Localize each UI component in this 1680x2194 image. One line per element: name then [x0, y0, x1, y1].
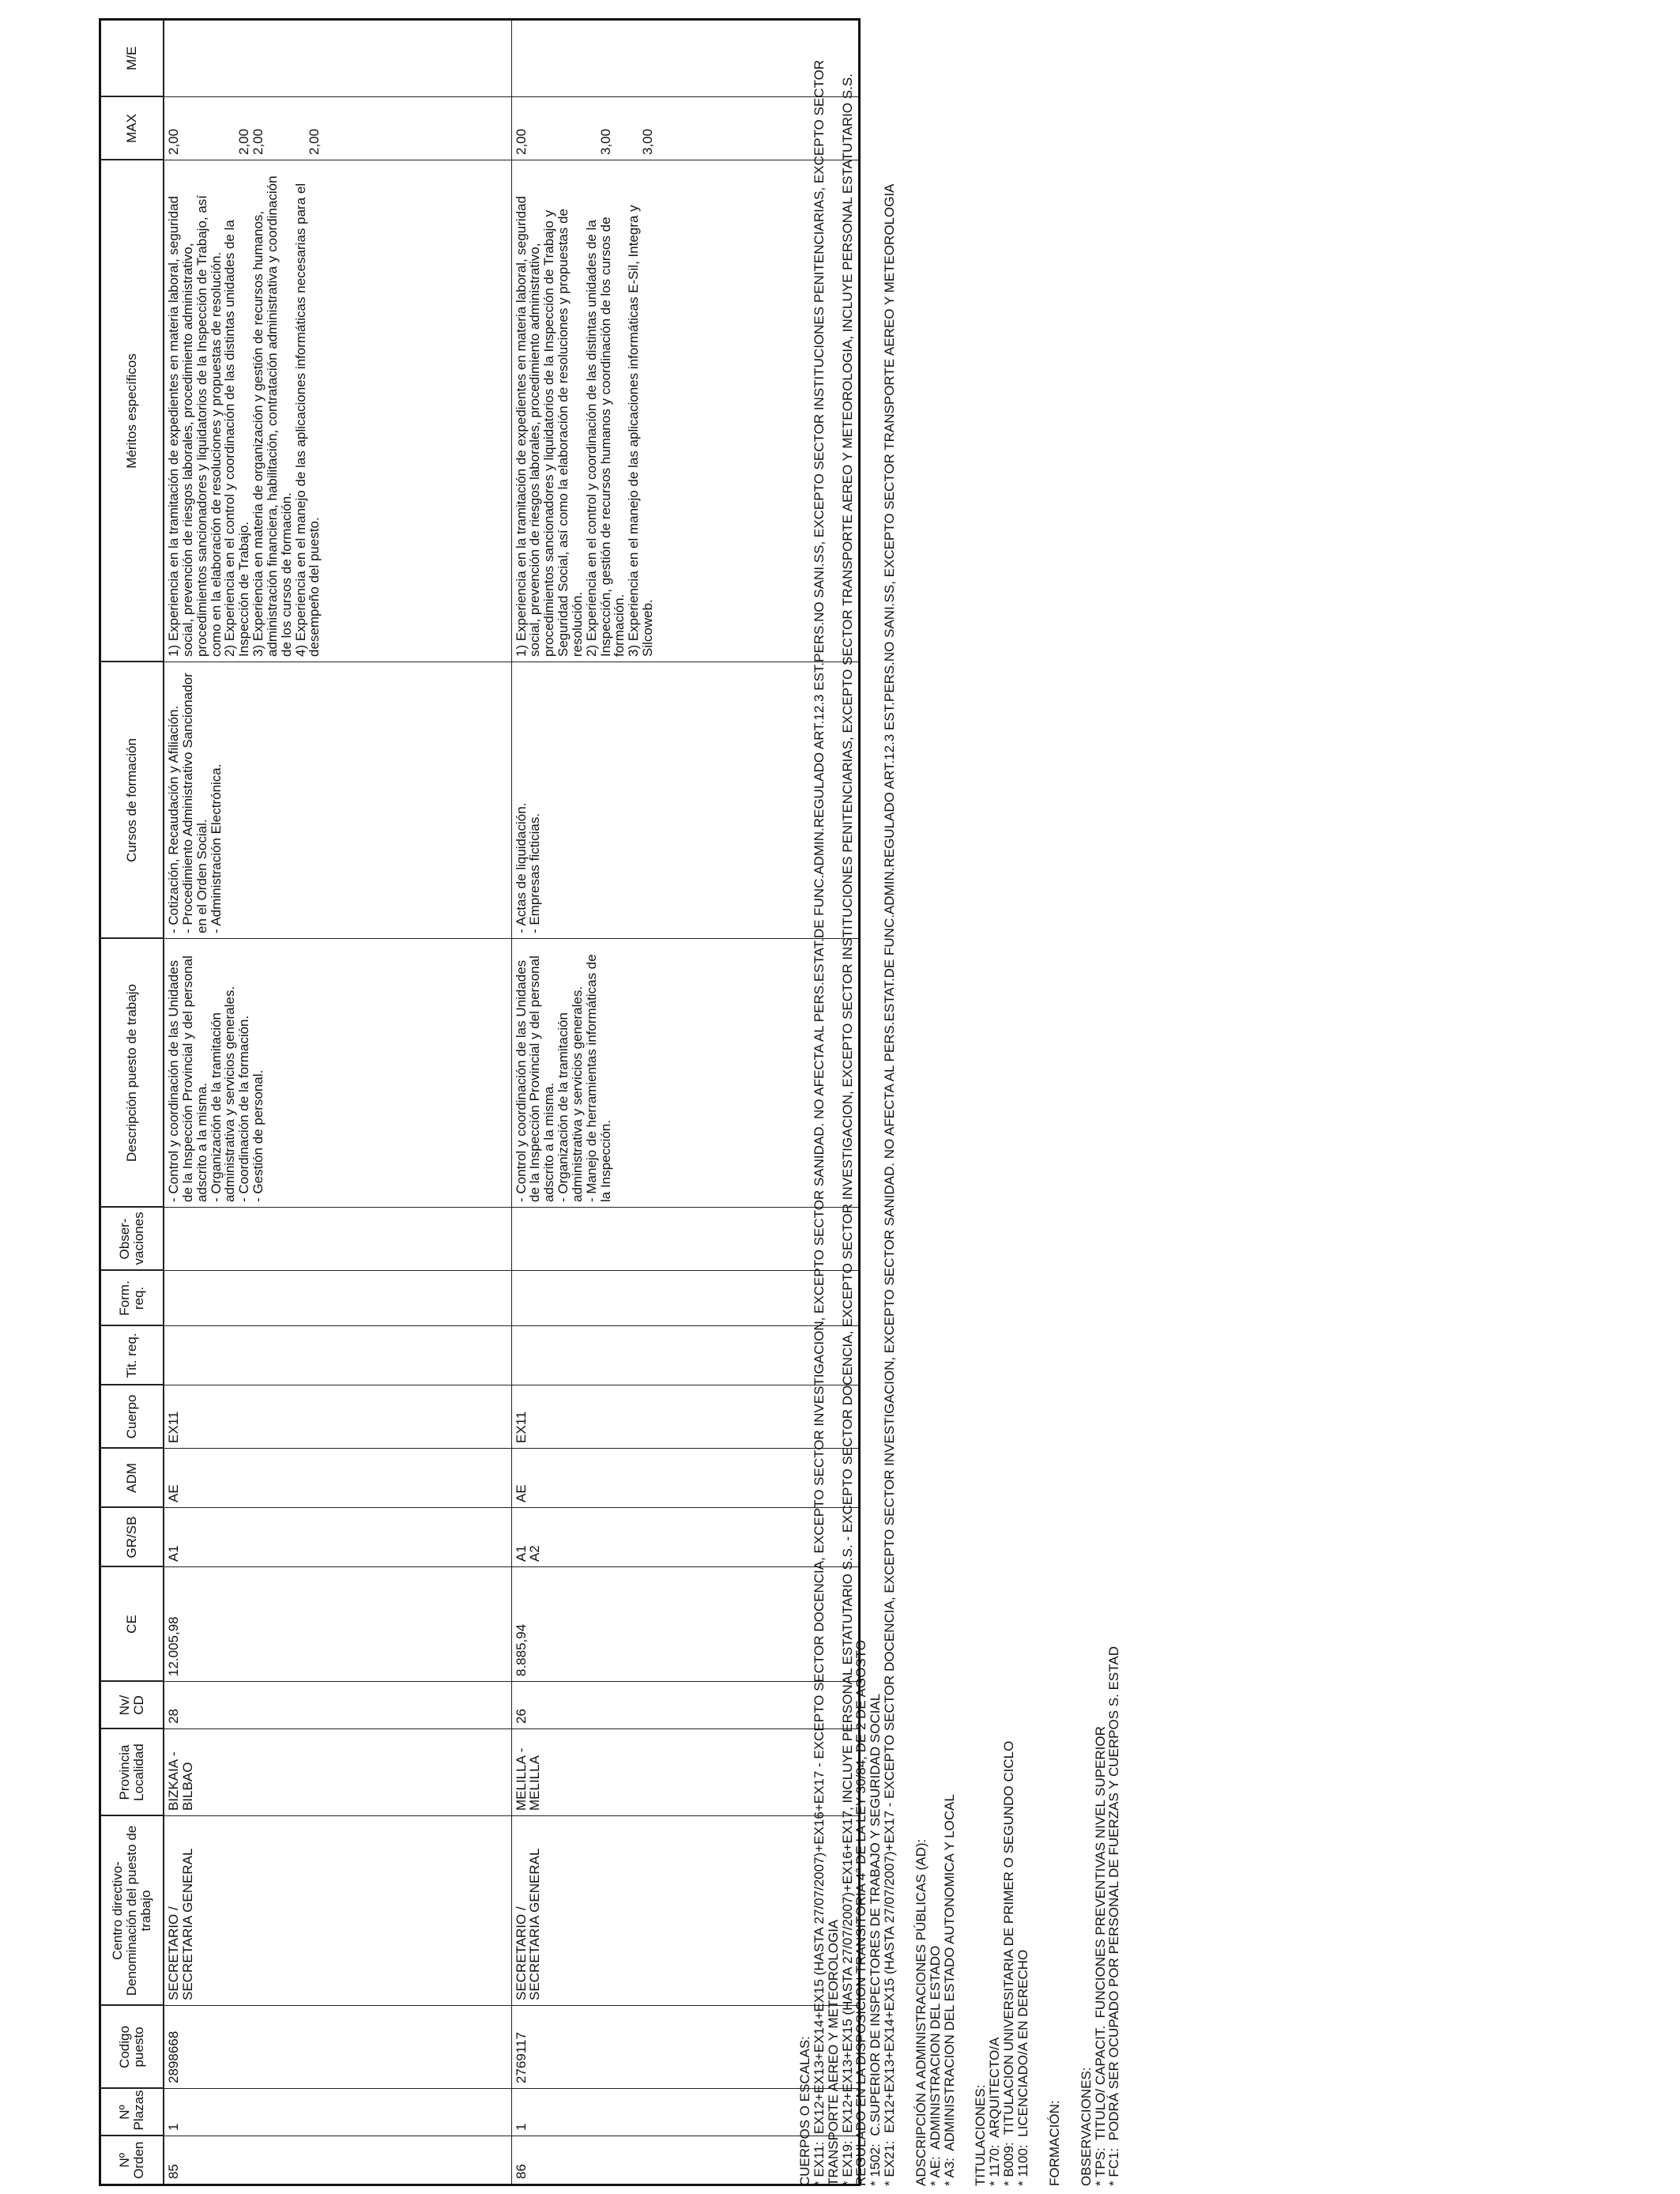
- cuerpos-heading: CUERPOS O ESCALAS:: [797, 2036, 812, 2186]
- cell-adm: AE: [511, 1449, 859, 1508]
- header-max: MAX: [100, 97, 164, 160]
- cell-max: 2,00 2,00 2,00 2,00: [164, 97, 511, 160]
- cell-cuerpo: EX11: [511, 1385, 859, 1449]
- cell-plazas: 1: [164, 2089, 511, 2136]
- observaciones-item: * FC1: PODRÁ SER OCUPADO POR PERSONAL DE FUERZAS Y CUERPOS S. ESTAD: [1106, 1646, 1122, 2186]
- titulaciones-item: * 1170: ARQUITECTO/A: [987, 2037, 1003, 2186]
- header-form: Form. req.: [100, 1271, 164, 1326]
- cell-provincia: MELILLA - MELILLA: [511, 1729, 859, 1816]
- cell-centro-text: SECRETARIO / SECRETARIA GENERAL: [166, 1848, 195, 2000]
- cell-cuerpo: EX11: [164, 1385, 511, 1449]
- header-tit: Tit. req.: [100, 1326, 164, 1385]
- header-orden: Nº Orden: [100, 2136, 164, 2185]
- cell-nv: 26: [511, 1682, 859, 1729]
- observaciones-heading: OBSERVACIONES:: [1078, 2067, 1094, 2186]
- cell-gr: A1: [164, 1508, 511, 1567]
- cell-cursos: - Actas de liquidación. - Empresas ficticias.: [511, 662, 859, 939]
- header-descripcion: Descripción puesto de trabajo: [100, 939, 164, 1208]
- header-obs: Obser- vaciones: [100, 1208, 164, 1271]
- header-cuerpo: Cuerpo: [100, 1385, 164, 1449]
- cuerpos-item: * EX21: EX12+EX13+EX14+EX15 (HASTA 27/07/2007)+EX17 - EXCEPTO SECTOR DOCENCIA, EXCEPTO SECTOR INVESTIGACION, EXCEPTO SECTOR SANIDAD. NO AFECTA AL PERS.ESTAT.DE FUNC.ADMIN.REGULADO ART.12.3 EST.PERS.NO SANI.SS, EXCEPTO SECTOR TRANSPORTE AEREO Y METEOROLOGIA: [882, 183, 898, 2186]
- cell-ce: 8.885,94: [511, 1567, 859, 1682]
- cell-orden: 85: [164, 2136, 511, 2185]
- formacion-heading: FORMACIÓN:: [1046, 2100, 1062, 2186]
- cell-obs: [164, 1208, 511, 1271]
- cell-centro: [164, 1816, 511, 2006]
- titulaciones-item: * 1100: LICENCIADO/A EN DERECHO: [1015, 1949, 1030, 2186]
- header-cursos: Cursos de formación: [100, 662, 164, 939]
- positions-table: [99, 18, 861, 2186]
- cell-form: [164, 1271, 511, 1326]
- table-row: [164, 20, 511, 2185]
- header-plazas: Nº Plazas: [100, 2089, 164, 2136]
- cuerpos-item: * EX11: EX12+EX13+EX14+EX15 (HASTA 27/07/2007)+EX16+EX17 - EXCEPTO SECTOR DOCENCIA, EXCEPTO SECTOR INVESTIGACION, EXCEPTO SECTOR SANIDAD. NO AFECTA AL PERS.ESTAT.DE FUNC.ADMIN.REGULADO ART.12.3 EST.PERS.NO SANI.SS, EXCEPTO SECTOR INSTITUCIONES PENITENCIARIAS, EXCEPTO SECTOR TRANSPORTE AEREO Y METEOROLOGIA: [811, 56, 841, 2186]
- cell-ce: 12.005,98: [164, 1567, 511, 1682]
- adscripcion-item: * AE: ADMINISTRACION DEL ESTADO: [927, 1945, 943, 2186]
- footnotes: [798, 21, 1121, 2186]
- cuerpos-item: * EX19: EX12+EX13+EX15 (HASTA 27/07/2007)+EX16+EX17, INCLUYE PERSONAL ESTATUTARIO S.S. - EXCEPTO SECTOR DOCENCIA, EXCEPTO SECTOR INVESTIGACION, EXCEPTO SECTOR INSTITUCIONES PENITENCIARIAS, EXCEPTO SECTOR TRANSPORTE AEREO Y METEOROLOGIA, INCLUYE PERSONAL ESTATUTARIO S.S. REGULADO EN LA DISPOSICION TRANSITORIA 4ª DE LA LEY 30/84, DE 2 DE AGOSTO: [839, 70, 869, 2186]
- header-adm: ADM: [100, 1449, 164, 1508]
- cell-plazas: 1: [511, 2089, 859, 2136]
- titulaciones-heading: TITULACIONES:: [973, 2084, 989, 2186]
- cell-max: 2,00 3,00 3,00: [511, 97, 859, 160]
- cell-nv: 28: [164, 1682, 511, 1729]
- cell-tit: [164, 1326, 511, 1385]
- cell-gr: A1 A2: [511, 1508, 859, 1567]
- cuerpos-item: * 1502: C.SUPERIOR DE INSPECTORES DE TRABAJO Y SEGURIDAD SOCIAL: [868, 1693, 883, 2186]
- header-nv: Nv/ CD: [100, 1682, 164, 1729]
- cell-meritos: 1) Experiencia en la tramitación de expedientes en materia laboral, seguridad social, prevención de riesgos laborales, procedimiento administrativo, procedimientos sancionadores y liquidatorios de la Inspección de Trabajo, así como en la elaboración de resoluciones y propuestas de resolución. 2) Experiencia en el control y coordinación de las distintas unidades de la Inspección de Trabajo. 3) Experiencia en materia de organización y gestión de recursos humanos, administración financiera, habilitación, contratación administrativa y coordinación de los cursos de formación. 4) Experiencia en el manejo de las aplicaciones informáticas necesarias para el desempeño del puesto.: [164, 160, 511, 662]
- cell-provincia: BIZKAIA - BILBAO: [164, 1729, 511, 1816]
- cell-me: [164, 20, 511, 97]
- cell-meritos: 1) Experiencia en la tramitación de expedientes en materia laboral, seguridad social, prevención de riesgos laborales, procedimiento administrativo, procedimientos sancionadores y liquidatorios de la Inspección de Trabajo y Seguridad Social, así como la elaboración de resoluciones y propuestas de resolución. 2) Experiencia en el control y coordinación de las distintas unidades de la Inspección, gestión de recursos humanos y coordinación de los cursos de formación. 3) Experiencia en el manejo de las aplicaciones informáticas E-Sil, Integra y Silcoweb.: [511, 160, 859, 662]
- header-me: M/E: [100, 20, 164, 97]
- header-gr: GR/SB: [100, 1508, 164, 1567]
- header-provincia: Provincia Localidad: [100, 1729, 164, 1816]
- cell-adm: AE: [164, 1449, 511, 1508]
- table-header-row: [100, 20, 164, 2185]
- cell-centro-text: SECRETARIO / SECRETARIA GENERAL: [513, 1848, 543, 2000]
- observaciones-item: * TPS: TITULO/ CAPACIT. FUNCIONES PREVENTIVAS NIVEL SUPERIOR: [1092, 1726, 1108, 2186]
- cell-codigo: 2898668: [164, 2006, 511, 2089]
- adscripcion-item: * A3: ADMINISTRACION DEL ESTADO AUTONOMICA Y LOCAL: [941, 1794, 957, 2186]
- header-ce: CE: [100, 1567, 164, 1682]
- header-meritos: Méritos específicos: [100, 160, 164, 662]
- cell-descripcion: - Control y coordinación de las Unidades de la Inspección Provincial y del personal adscrito a la misma. - Organización de la tramitación administrativa y servicios generales. - Manejo de herramientas informáticas de la Inspección.: [511, 939, 859, 1208]
- cell-codigo: 2769117: [511, 2006, 859, 2089]
- titulaciones-item: * B009: TITULACION UNIVERSITARIA DE PRIMER O SEGUNDO CICLO: [1001, 1740, 1017, 2186]
- cell-descripcion: - Control y coordinación de las Unidades de la Inspección Provincial y del personal adscrito a la misma. - Organización de la tramitación administrativa y servicios generales. - Coordinación de la formación. - Gestión de personal.: [164, 939, 511, 1208]
- cell-orden: 86: [511, 2136, 859, 2185]
- header-centro: Centro directivo- Denominación del puesto de trabajo: [100, 1816, 164, 2006]
- header-codigo: Codigo puesto: [100, 2006, 164, 2089]
- adscripcion-heading: ADSCRIPCIÓN A ADMINISTRACIONES PÚBLICAS (AD):: [913, 1838, 929, 2186]
- cell-cursos: - Cotización, Recaudación y Afiliación. - Procedimiento Administrativo Sancionador en el Orden Social. - Administración Electrónica.: [164, 662, 511, 939]
